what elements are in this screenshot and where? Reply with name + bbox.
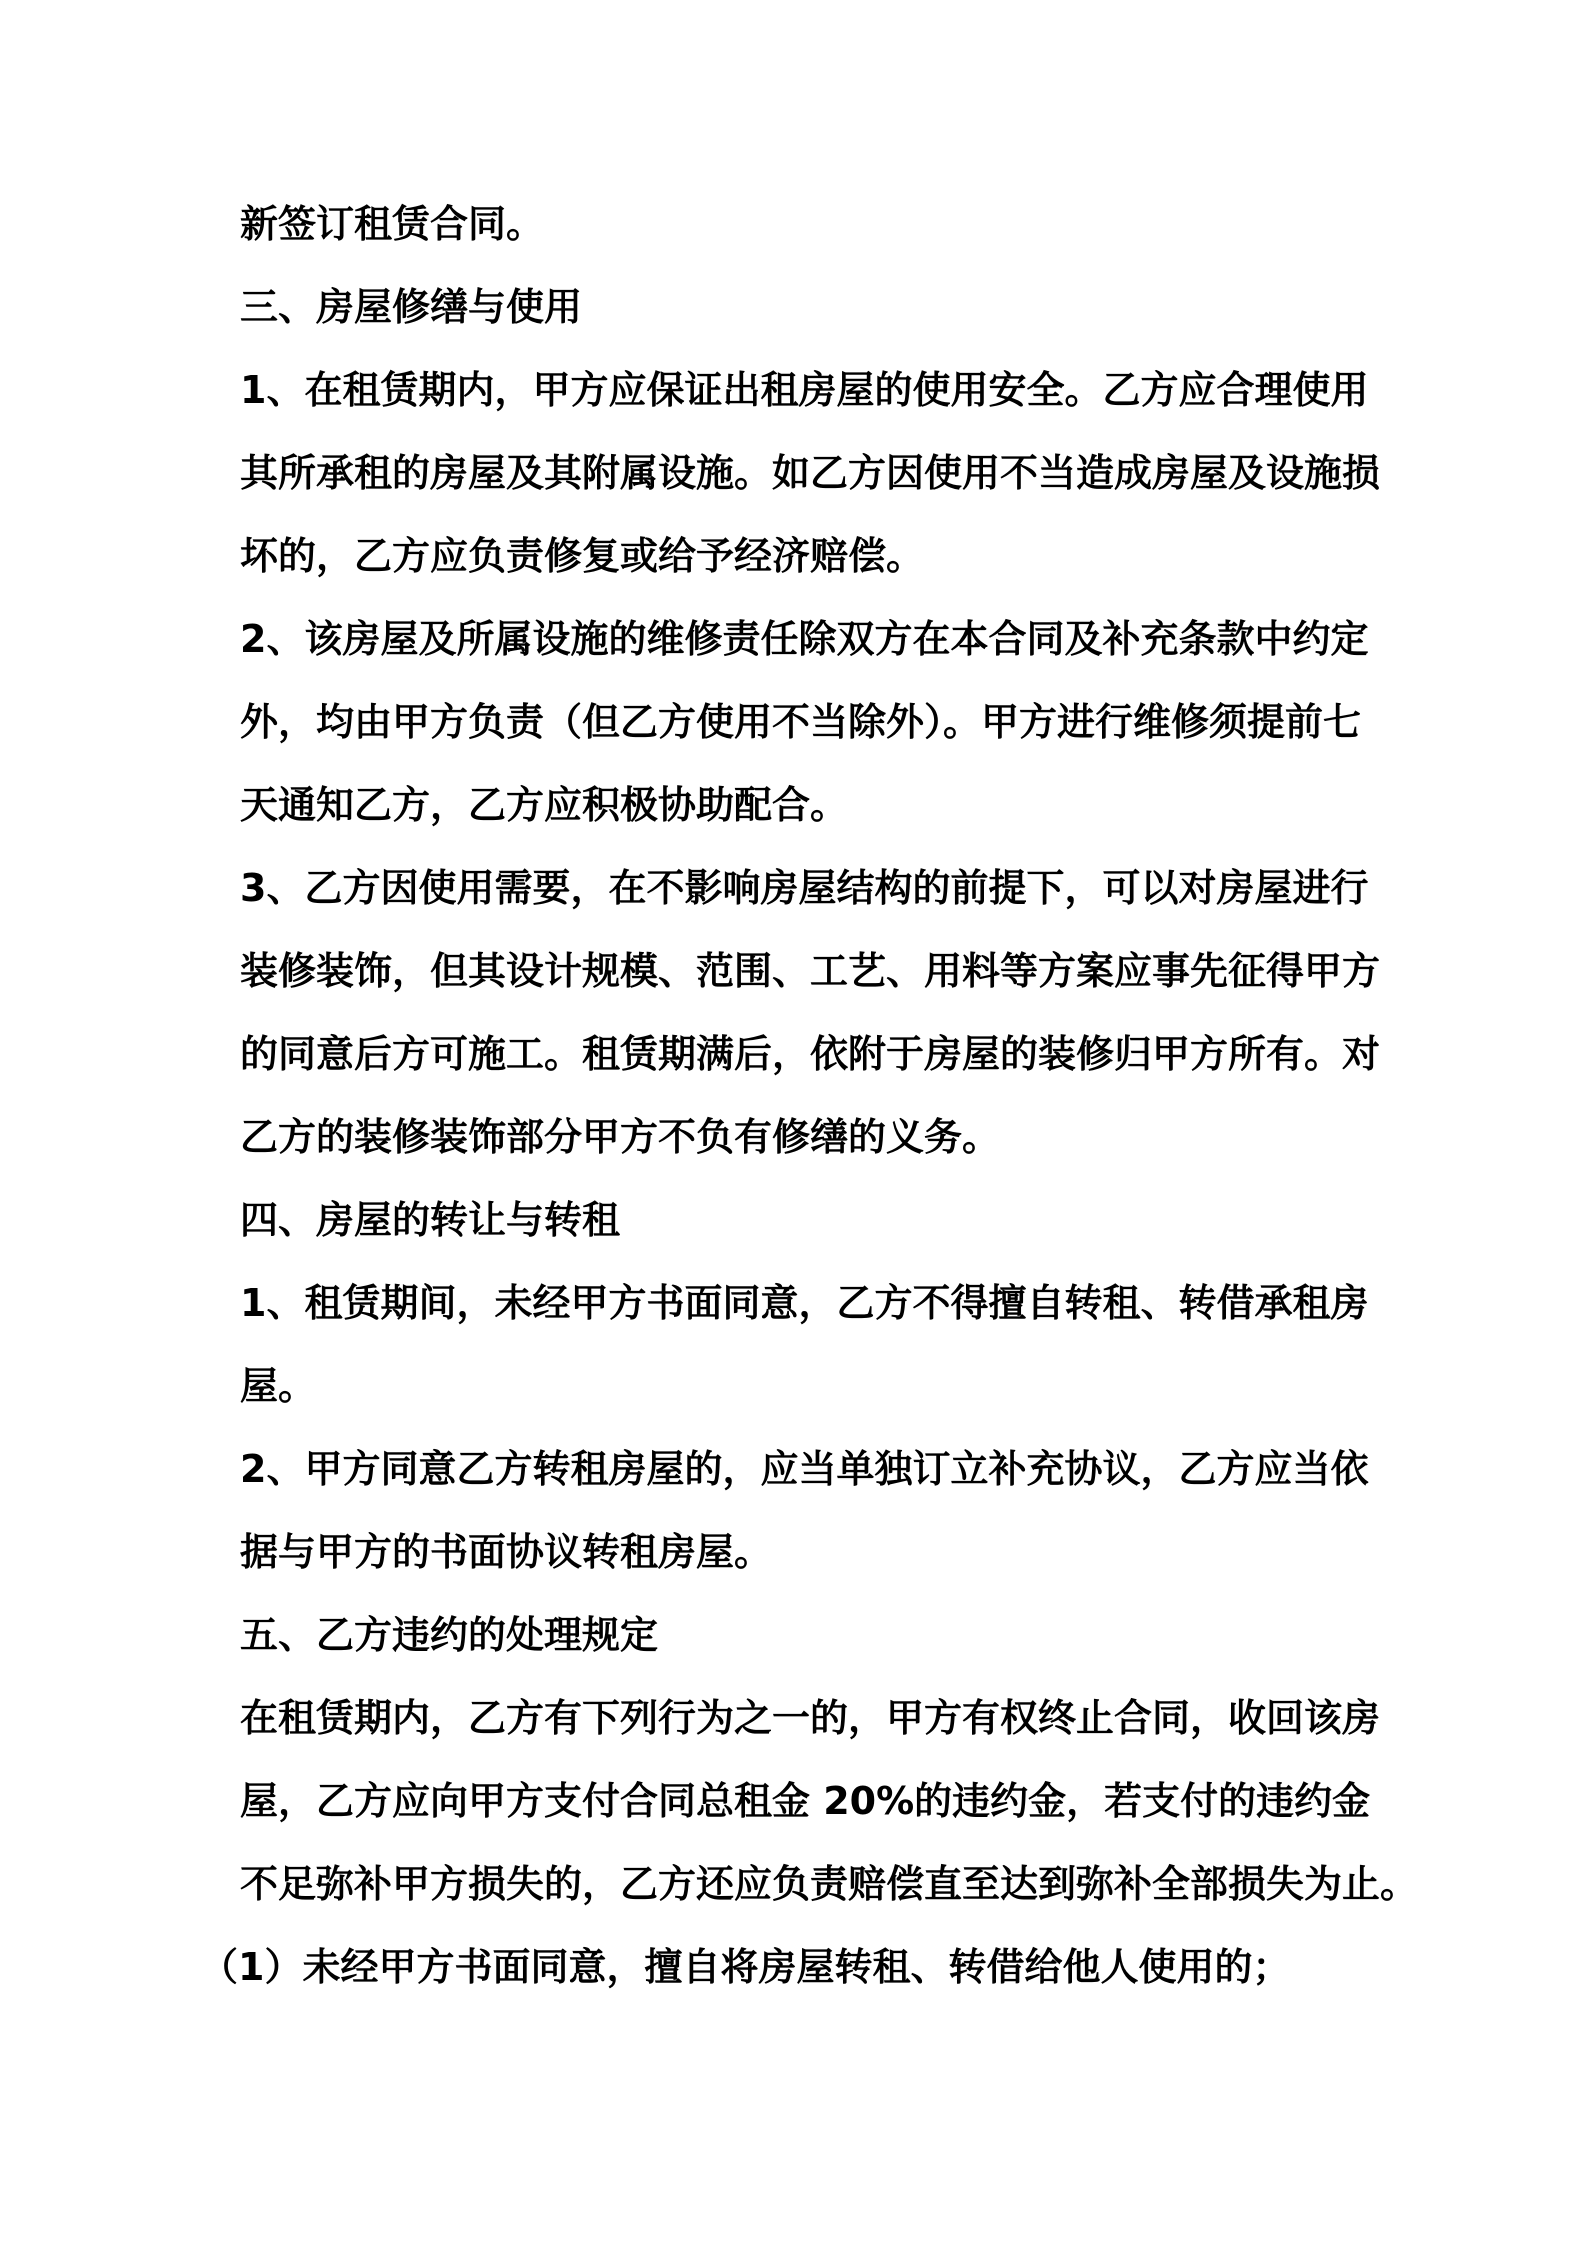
text-line: 天通知乙方，乙方应积极协助配合。 [240,783,849,827]
text-line: 据与甲方的书面协议转租房屋。 [240,1530,773,1574]
list-item-line: （1）未经甲方书面同意，擅自将房屋转租、转借给他人使用的； [200,1945,1291,1989]
text-line: 装修装饰，但其设计规模、范围、工艺、用料等方案应事先征得甲方 [240,949,1381,993]
contract-text-block [200,183,1419,2009]
section-heading: 四、房屋的转让与转租 [240,1198,621,1242]
text-line: 屋。 [240,1364,317,1408]
text-line: 不足弥补甲方损失的，乙方还应负责赔偿直至达到弥补全部损失为止。 [240,1862,1419,1906]
text-line: 新签订租赁合同。 [240,202,545,246]
text-line: 2、甲方同意乙方转租房屋的，应当单独订立补充协议，乙方应当依 [240,1447,1369,1491]
text-line: 2、该房屋及所属设施的维修责任除双方在本合同及补充条款中约定 [240,617,1369,661]
text-line: 1、租赁期间，未经甲方书面同意，乙方不得擅自转租、转借承租房 [240,1281,1369,1325]
text-line: 其所承租的房屋及其附属设施。如乙方因使用不当造成房屋及设施损 [240,451,1381,495]
text-line: 1、在租赁期内，甲方应保证出租房屋的使用安全。乙方应合理使用 [240,368,1369,412]
text-line: 屋，乙方应向甲方支付合同总租金 20%的违约金，若支付的违约金 [240,1779,1371,1823]
text-line: 坏的，乙方应负责修复或给予经济赔偿。 [240,534,925,578]
text-line: 在租赁期内，乙方有下列行为之一的，甲方有权终止合同，收回该房 [240,1696,1381,1740]
text-line: 外，均由甲方负责（但乙方使用不当除外）。甲方进行维修须提前七 [240,700,1362,744]
text-line: 的同意后方可施工。租赁期满后，依附于房屋的装修归甲方所有。对 [240,1032,1381,1076]
text-line: 3、乙方因使用需要，在不影响房屋结构的前提下，可以对房屋进行 [240,866,1369,910]
text-line: 乙方的装修装饰部分甲方不负有修缮的义务。 [240,1115,1001,1159]
section-heading: 三、房屋修缮与使用 [240,285,583,329]
section-heading: 五、乙方违约的处理规定 [240,1613,659,1657]
